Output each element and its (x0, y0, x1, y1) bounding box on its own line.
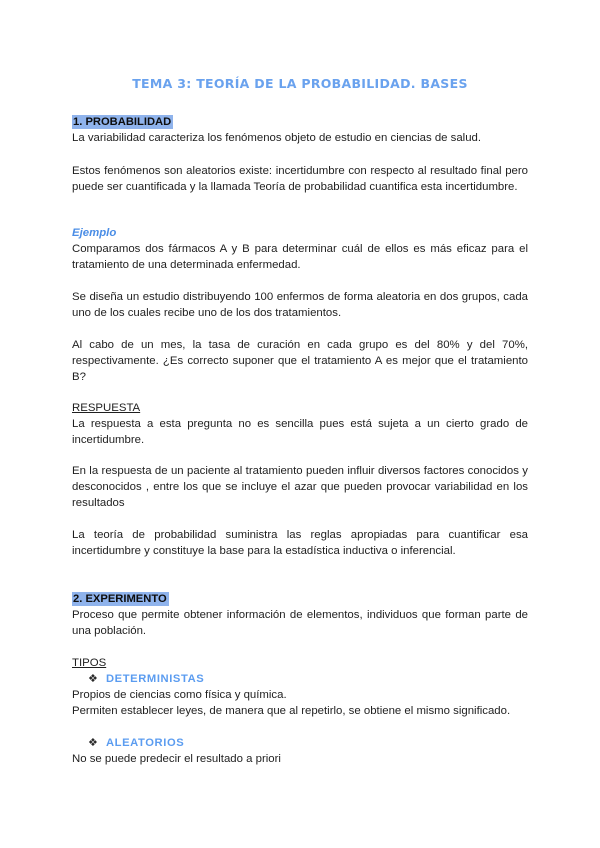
paragraph: Permiten establecer leyes, de manera que al repetirlo, se obtiene el mismo significado. (72, 705, 511, 717)
paragraph: Al cabo de un mes, la tasa de curación en cada grupo es del 80% y del 70%, respectivamente. ¿Es correcto suponer que el tratamiento A es mejor que el tratamiento B? (72, 339, 528, 383)
paragraph: Se diseña un estudio distribuyendo 100 enfermos de forma aleatoria en dos grupos, cada uno de los cuales recibe uno de los dos tratamientos. (72, 291, 528, 319)
list-item-deterministas (88, 671, 204, 687)
paragraph: No se puede predecir el resultado a priori (72, 753, 281, 765)
answer-label (72, 400, 528, 416)
section-heading-probabilidad (72, 114, 528, 130)
paragraph: La respuesta a esta pregunta no es sencilla pues está sujeta a un cierto grado de incertidumbre. (72, 418, 528, 446)
diamond-bullet-icon: ❖ (88, 737, 98, 749)
paragraph: Proceso que permite obtener información de elementos, individuos que forman parte de una población. (72, 609, 528, 637)
paragraph: La variabilidad caracteriza los fenómenos objeto de estudio en ciencias de salud. (72, 132, 482, 144)
list-item-aleatorios (88, 735, 184, 751)
paragraph: La teoría de probabilidad suministra las reglas apropiadas para cuantificar esa incertidumbre y constituye la base para la estadística inductiva o inferencial. (72, 529, 528, 557)
types-label-text: TIPOS (72, 657, 107, 669)
section-heading-experimento (72, 591, 528, 607)
types-label (72, 655, 528, 671)
bullet-label: ALEATORIOS (106, 737, 185, 749)
bullet-label: DETERMINISTAS (106, 673, 205, 685)
paragraph: Estos fenómenos son aleatorios existe: incertidumbre con respecto al resultado final pero puede ser cuantificada y la llamada Teoría de probabilidad cuantifica esta incertidumbre. (72, 165, 528, 193)
diamond-bullet-icon: ❖ (88, 673, 98, 685)
answer-label-text: RESPUESTA (72, 402, 141, 414)
example-label (72, 225, 528, 241)
heading-highlight: 2. EXPERIMENTO (73, 593, 167, 605)
paragraph: Comparamos dos fármacos A y B para determinar cuál de ellos es más eficaz para el tratamiento de una determinada enfermedad. (72, 243, 528, 271)
example-label-text: Ejemplo (72, 227, 117, 239)
heading-highlight: 1. PROBABILIDAD (73, 116, 172, 128)
paragraph: En la respuesta de un paciente al tratamiento pueden influir diversos factores conocidos y desconocidos , entre los que se incluye el azar que pueden provocar variabilidad en los resultados (72, 465, 528, 509)
paragraph: Propios de ciencias como física y química. (72, 689, 287, 701)
page-title: TEMA 3: TEORÍA DE LA PROBABILIDAD. BASES (132, 76, 468, 91)
